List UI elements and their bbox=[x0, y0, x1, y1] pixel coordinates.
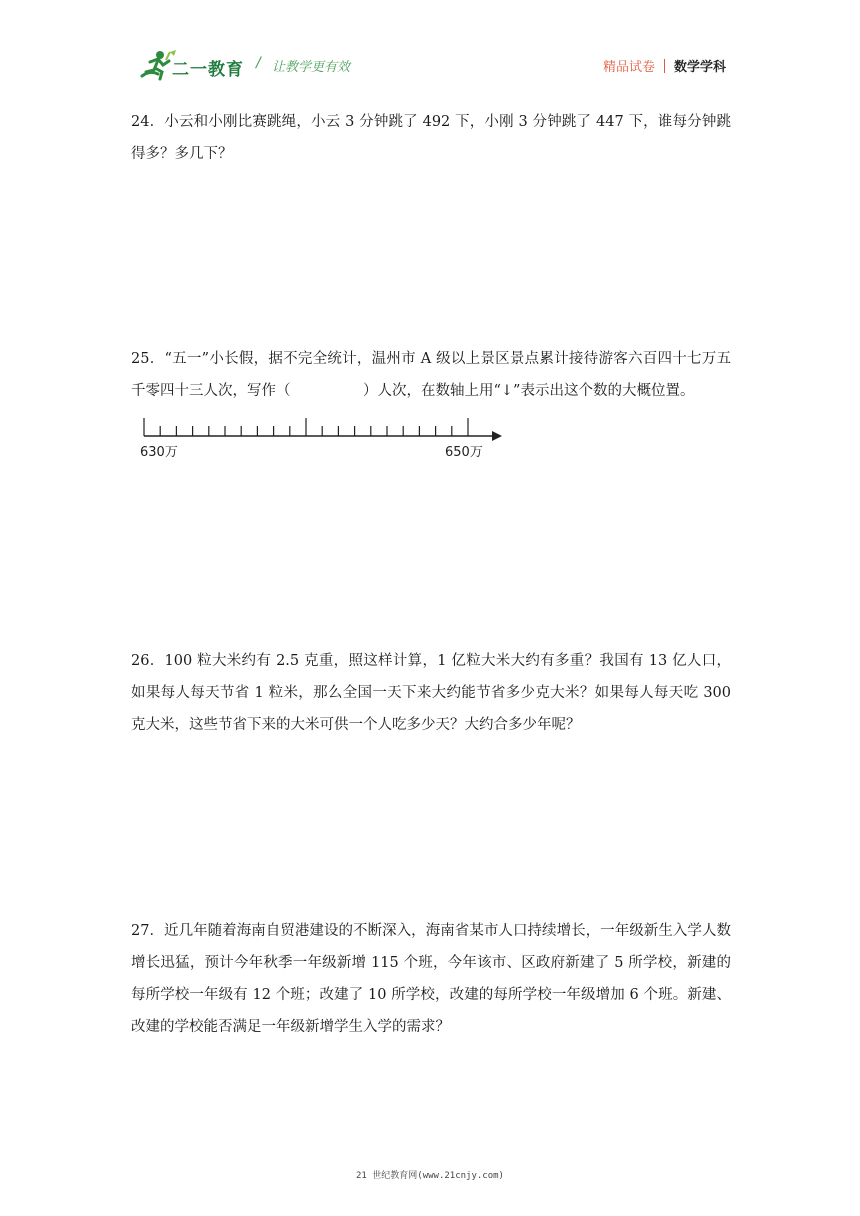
question-25: 25．“五一”小长假，据不完全统计，温州市 A 级以上景区景点累计接待游客六百四十七万五千零四十三人次，写作（ ）人次，在数轴上用“↓”表示出这个数的大概位置。 bbox=[131, 351, 731, 399]
number-line bbox=[140, 408, 512, 464]
subject-label: 数学学科 bbox=[673, 60, 726, 75]
slogan-divider: / bbox=[256, 55, 261, 71]
question-27: 27．近几年随着海南自贸港建设的不断深入，海南省某市人口持续增长，一年级新生入学人数增长迅猛，预计今年秋季一年级新增 115 个班，今年该市、区政府新建了 5 所学校，新建的每所学校一年级有 12 个班；改建了 10 所学校，改建的每所学校一年级增加 6 个班。新建、改建的学校能否满足一年级新增学生入学的需求？ bbox=[131, 923, 731, 1035]
question-24: 24．小云和小刚比赛跳绳，小云 3 分钟跳了 492 下，小刚 3 分钟跳了 447 下，谁每分钟跳得多？多几下？ bbox=[131, 114, 731, 162]
page-header bbox=[0, 0, 860, 90]
paper-type-tag: 精品试卷 bbox=[602, 60, 655, 75]
number-line-arrowhead bbox=[492, 431, 502, 441]
logo-text: 二一教育 bbox=[172, 60, 244, 80]
header-right bbox=[603, 56, 726, 75]
number-line-ticks bbox=[144, 418, 468, 436]
page-footer: 21 世纪教育网(www.21cnjy.com) bbox=[356, 1171, 504, 1181]
question-26: 26．100 粒大米约有 2.5 克重，照这样计算，1 亿粒大米大约有多重？我国有 13 亿人口，如果每人每天节省 1 粒米，那么全国一天下来大约能节省多少克大米？如果每人每天吃 300 克大米，这些节省下来的大米可供一个人吃多少天？大约合多少年呢？ bbox=[131, 653, 731, 733]
slogan: 让教学更有效 bbox=[272, 60, 351, 75]
number-line-start-label: 630万 bbox=[140, 445, 178, 460]
header-separator bbox=[664, 59, 665, 73]
number-line-end-label: 650万 bbox=[445, 445, 483, 460]
